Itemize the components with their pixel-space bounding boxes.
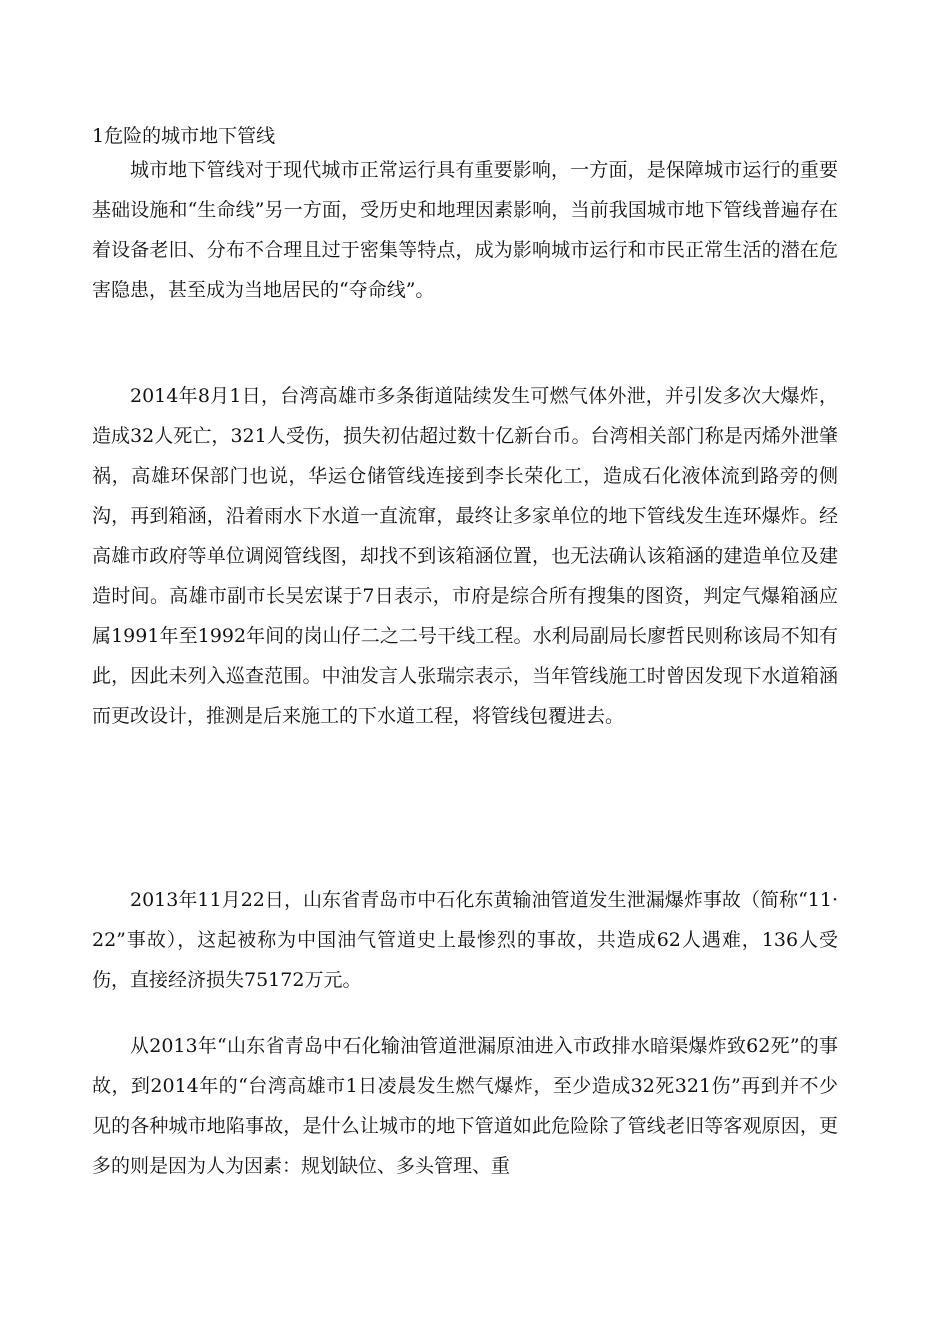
paragraph-intro: 城市地下管线对于现代城市正常运行具有重要影响，一方面，是保障城市运行的重要基础设施和“生命线”另一方面，受历史和地理因素影响，当前我国城市地下管线普遍存在着设备老旧、分布不合理且过于密集等特点，成为影响城市运行和市民正常生活的潜在危害隐患，甚至成为当地居民的“夺命线”。 [92,159,838,301]
paragraph-qingdao-explosion: 2013年11月22日，山东省青岛市中石化东黄输油管道发生泄漏爆炸事故（简称“11·22”事故），这起被称为中国油气管道史上最惨烈的事故，共造成62人遇难，136人受伤，直接经济损失75172万元。 [92,889,838,991]
paragraph-causes: 从2013年“山东省青岛中石化输油管道泄漏原油进入市政排水暗渠爆炸致62死”的事故，到2014年的“台湾高雄市1日凌晨发生燃气爆炸，至少造成32死321伤”再到并不少见的各种城市地陷事故，是什么让城市的地下管道如此危险除了管线老旧等客观原因，更多的则是因为人为因素：规划缺位、多头管理、重 [92,1035,838,1177]
section-heading: 1危险的城市地下管线 [92,125,276,147]
paragraph-kaohsiung-explosion: 2014年8月1日，台湾高雄市多条街道陆续发生可燃气体外泄，并引发多次大爆炸，造成32人死亡，321人受伤，损失初估超过数十亿新台币。台湾相关部门称是丙烯外泄肇祸，高雄环保部门也说，华运仓储管线连接到李长荣化工，造成石化液体流到路旁的侧沟，再到箱涵，沿着雨水下水道一直流窜，最终让多家单位的地下管线发生连环爆炸。经高雄市政府等单位调阅管线图，却找不到该箱涵位置，也无法确认该箱涵的建造单位及建造时间。高雄市副市长吴宏谋于7日表示，市府是综合所有搜集的图资，判定气爆箱涵应属1991年至1992年间的岗山仔二之二号干线工程。水利局副局长廖哲民则称该局不知有此，因此未列入巡查范围。中油发言人张瑞宗表示，当年管线施工时曾因发现下水道箱涵而更改设计，推测是后来施工的下水道工程，将管线包覆进去。 [92,385,838,727]
